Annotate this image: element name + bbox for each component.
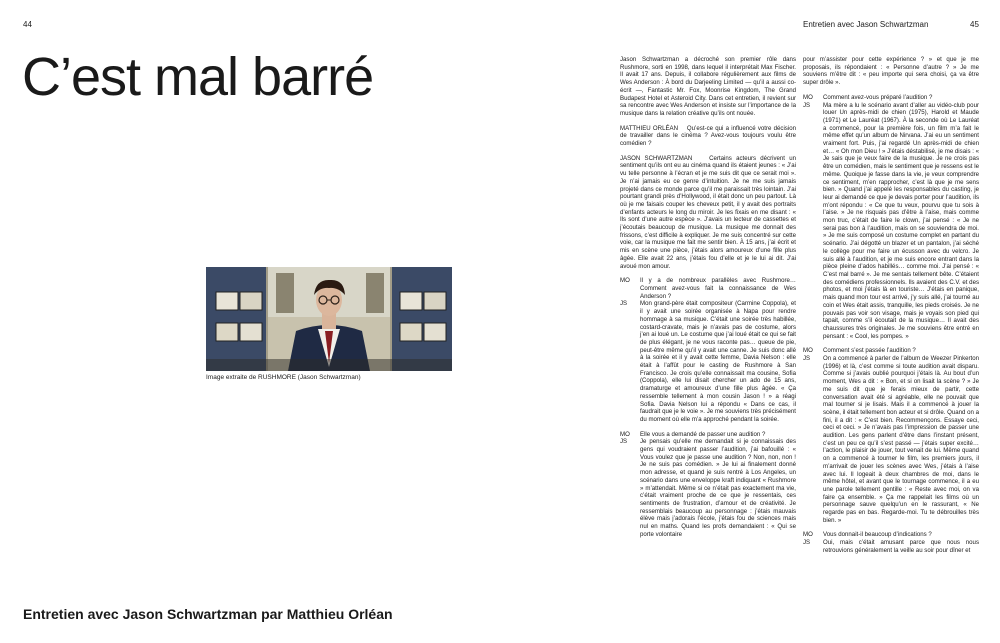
film-still-illustration <box>206 267 452 371</box>
speaker-label: MO <box>620 430 630 438</box>
question-text: Comment s’est passée l’audition ? <box>823 347 916 355</box>
answer-6 <box>803 539 979 554</box>
answer-text: Certains acteurs décrivent un sentiment qu’ils ont eu au cinéma quand ils étaient jeunes : « J’ai vu telle personne à l’écran et je me suis dit que ce serait moi ». Je n’ai jamais eu ce genre d’intuition. Je ne me suis jamais projeté dans ce monde parce qu’il me paraissait très lointain. J’ai pourtant grandi près d’Hollywood, il était donc un peu partout. Là où je me faisais couper les cheveux petit, il y avait des portraits d’enfants acteurs le long du miroir. Je les fixais en me disant : « Ils sont d’une autre espèce ». J’avais un lecteur de cassettes et j’écoutais beaucoup de musique. La musique me donnait des frissons, c’est difficile à expliquer. Je me suis concentré sur cette voie, car la musique me fait me sentir bien. À 15 ans, j’ai écrit et mis en scène une pièce, j’étais alors amoureux d’une fille plus âgée. Elle avait 22 ans, j’étais fou d’elle et je le lui ai dit. J’ai avoué mon amour. <box>620 154 796 270</box>
article-subtitle: Entretien avec Jason Schwartzman par Matthieu Orléan <box>23 606 393 622</box>
text-column-1 <box>620 56 796 636</box>
question-text: Vous donnait-il beaucoup d’indications ? <box>823 531 932 539</box>
answer-1 <box>620 155 796 271</box>
question-text: Qu’est-ce qui a influencé votre décision de travailler dans le cinéma ? Avez-vous toujours voulu être comédien ? <box>620 124 796 148</box>
answer-text: Mon grand-père était compositeur (Carmine Coppola), et il y avait une soirée organisée à Napa pour rendre hommage à sa musique. C’était une soirée très habillée, costard-cravate, mais je n’avais pas de costume, alors j’en ai loué un. Le costume que j’ai loué était ce qui se fait de plus élégant, je ne vous raconte pas… queue de pie, peut-être même qu’il y avait une canne. Je suis donc allé à la soirée et il y avait cette femme, Davia Nelson : elle était à l’affût pour le casting de Rushmore à San Francisco. Je crois qu’elle connaissait ma cousine, Sofia (Coppola), elle lui disait chercher un ado de 15 ans, dramaturge et amoureux d’une fille plus âgée. « Ça ressemble tellement à mon cousin Jason ! » a réagi Sofia. Davia Nelson lui a répondu « Dans ce cas, il faudrait que je le voie ». Je me souviens très précisément du moment où elle m’a approché pendant la soirée. <box>640 300 796 423</box>
article-title: C’est mal barré <box>22 47 374 107</box>
photo-caption: Image extraite de RUSHMORE (Jason Schwartzman) <box>206 374 361 381</box>
speaker-label: MATTHIEU ORLÉAN <box>620 124 678 132</box>
question-text: Il y a de nombreux parallèles avec Rushmore… Comment avez-vous fait la connaissance de Wes Anderson ? <box>640 277 796 300</box>
answer-3 <box>620 438 796 538</box>
speaker-label: JS <box>620 438 628 446</box>
intro-paragraph: Jason Schwartzman a décroché son premier rôle dans Rushmore, sorti en 1998, dans lequel il interprétait Max Fischer. Il avait 17 ans. Depuis, il collabore régulièrement aux films de Wes Anderson : À bord du Darjeeling Limited — qu’il a aussi co-écrit —, Fantastic Mr. Fox, Moonrise Kingdom, The Grand Budapest Hotel et Asteroid City. Dans cet entretien, il revient sur sa rencontre avec Wes Anderson et insiste sur l’importance de la musique dans la relation créative qu’ils ont nouée. <box>620 56 796 117</box>
question-3 <box>620 431 796 439</box>
continued-paragraph: pour m’assister pour cette expérience ? » et que je me proposais, ils répondaient : « Personne d’autre ? » Je me souviens m’être dit : « peu importe qui sera choisi, ça va être super drôle ». <box>803 56 979 87</box>
answer-5 <box>803 355 979 524</box>
question-2 <box>620 277 796 300</box>
question-1 <box>620 125 796 148</box>
answer-4 <box>803 102 979 341</box>
speaker-label: JS <box>803 539 811 547</box>
answer-text: Je pensais qu’elle me demandait si je connaissais des gens qui voudraient passer l’audition, j’ai bafouillé : « Vous voulez que je passe une audition ? Non, non, non ! Je ne suis pas comédien. » Je lui ai finalement donné mon adresse, et quand je suis rentré à Los Angeles, un scénario dans une enveloppe kraft indiquant « Rushmore » m’attendait. Même si ce n’était pas exactement ma vie, c’était vraiment proche de ce que je ressentais, ces sentiments de frustration, d’amour et de créativité. Je ressemblais beaucoup au personnage : j’étais mauvais élève mais j’adorais l’école, j’étais fou de sciences mais nul en maths. Quand les profs demandaient : « Qui se porte volontaire <box>640 438 796 538</box>
speaker-label: JASON SCHWARTZMAN <box>620 154 693 162</box>
answer-text: Oui, mais c’était amusant parce que nous nous retrouvions généralement la veille au soir pour dîner et <box>823 539 979 554</box>
answer-text: Ma mère a lu le scénario avant d’aller au vidéo-club pour louer Un après-midi de chien (1975), Harold et Maude (1971) et Le Lauréat (1967). À la seconde où Le Lauréat a commencé, pour la première fois, un film m’a fait le même effet qu’un album de Nirvana. J’ai eu un sentiment vraiment fort. Puis, j’ai regardé Un après-midi de chien et… « Oh mon Dieu ! » J’étais déstabilisé, je me disais : « Je sais que je veux faire de la musique. Je ne crois pas être un comédien, mais le sentiment que je ressens est le même. Quoique je fasse dans la vie, je veux comprendre ce sentiment, m’en rapprocher, c’est là que je me sens bien. » Quand j’ai appelé les responsables du casting, je leur ai demandé ce que je devais porter pour l’audition, ils m’ont répondu : « Ce que tu veux, pourvu que tu sois à l’aise. » Je ne risquais pas d’être à l’aise, mais comme mon truc, c’était de faire le clown, j’ai pensé : « Je ne serai pas bon à l’audition, mais on se souviendra de moi. » Je me suis composé un costume complet en partant du scénario. J’ai dégotté un blazer et un pantalon, j’ai séché le collège pour me faire un écusson avec du velcro. Je suis allé à l’audition, et je me suis encore entrant dans la pièce pleine d’ados habillés… comme moi. J’ai pensé : « C’est mal barré ». Je me sentais tellement bête. C’étaient des comédiens professionnels. Ils avaient des C.V. et des photos, et moi j’étais là en touriste… J’étais en panique, mais quand mon tour est arrivé, j’y suis allé, j’ai tourné au coin et Wes était assis, tranquille, les pieds croisés. Je ne pouvais pas voir son visage, mais je voyais son pied qui tapait, comme s’il écoutait de la musique… Il avait des chaussures très originales. Je me souviens être entré en pensant : « Cool, les pompes. » <box>823 101 979 340</box>
question-text: Elle vous a demandé de passer une audition ? <box>640 430 766 438</box>
speaker-label: MO <box>620 277 630 285</box>
speaker-label: JS <box>803 355 811 363</box>
page-number-left: 44 <box>23 20 32 29</box>
speaker-label: JS <box>803 101 811 109</box>
running-head: Entretien avec Jason Schwartzman <box>803 20 929 29</box>
speaker-label: MO <box>803 531 813 539</box>
text-column-2 <box>803 56 979 636</box>
answer-2 <box>620 300 796 423</box>
speaker-label: MO <box>803 347 813 355</box>
question-5 <box>803 347 979 355</box>
speaker-label: MO <box>803 93 813 101</box>
question-text: Comment avez-vous préparé l’audition ? <box>823 93 933 101</box>
page-number-right: 45 <box>970 20 979 29</box>
question-4 <box>803 94 979 102</box>
question-6 <box>803 531 979 539</box>
film-still-photo <box>206 267 452 371</box>
speaker-label: JS <box>620 300 628 308</box>
answer-text: On a commencé à parler de l’album de Weezer Pinkerton (1996) et là, c’est comme si toute audition avait disparu. Comme si j’avais oublié pourquoi j’étais là. Au bout d’un moment, Wes a dit : « Bon, et si on lisait la scène ? » Je me suis dit que je ferais mieux de partir, cette conversation avait été si agréable, elle ne pouvait que mal tourner si je lisais. Mais il a commencé à jouer la scène, il était tellement bon acteur et si drôle. Quand on a fini, il a dit : « C’est bien. Recommençons. Essaye ceci, ceci et ceci. » Je n’avais pas l’impression de passer une audition. Les gens parlent d’être dans l’instant présent, c’est un peu ce qu’il s’est passé — j’étais super excité… l’action, le plaisir de jouer, tout venait de lui. Même quand on a commencé à tourner le film, les premiers jours, il m’arrivait de jouer les scènes avec Wes, j’étais à l’aise avec lui. Il logeait à deux chambres de moi, dans le même hôtel, et avant que le tournage commence, il a eu une parole tellement gentille : « Reste avec moi, on va faire ça ensemble. » Ça me rappelait les films où un personnage sauve quelqu’un en le rassurant, « Ne regarde pas en bas. Regarde-moi. Tu te débrouilles très bien. » <box>823 355 979 524</box>
